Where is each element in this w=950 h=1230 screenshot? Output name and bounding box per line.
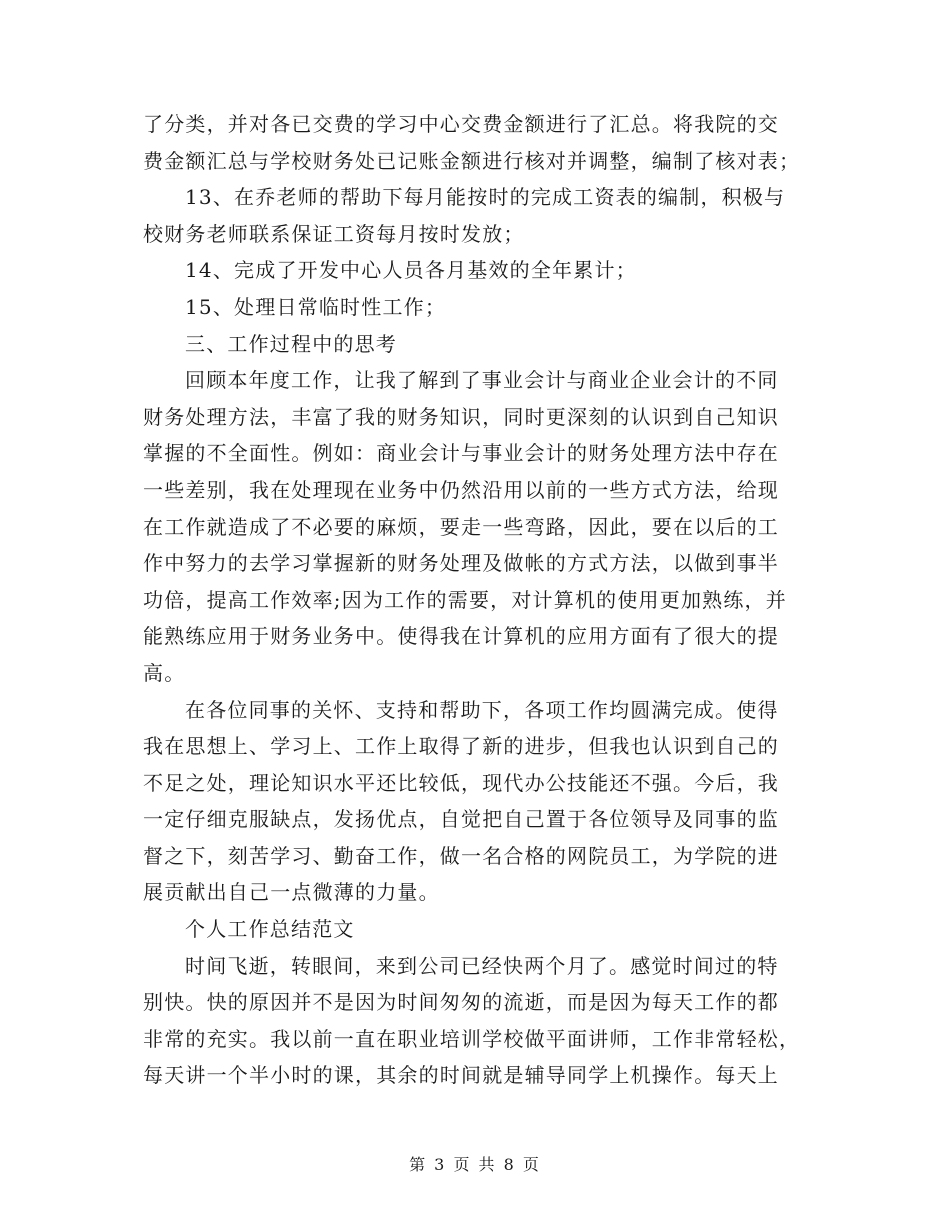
page-number-footer: 第 3 页 共 8 页 <box>409 1155 541 1174</box>
text-line: 高。 <box>143 660 186 685</box>
text-line: 费金额汇总与学校财务处已记账金额进行核对并调整，编制了核对表； <box>143 148 801 173</box>
text-line: 在工作就造成了不必要的麻烦，要走一些弯路，因此，要在以后的工 <box>143 514 779 539</box>
text-line: 不足之处，理论知识水平还比较低，现代办公技能还不强。今后，我 <box>143 770 779 795</box>
paragraph-start: 回顾本年度工作，让我了解到了事业会计与商业企业会计的不同 <box>185 368 779 393</box>
text-line: 督之下，刻苦学习、勤奋工作，做一名合格的网院员工，为学院的进 <box>143 843 779 868</box>
text-line: 别快。快的原因并不是因为时间匆匆的流逝，而是因为每天工作的都 <box>143 990 779 1015</box>
document-body <box>143 106 803 1094</box>
list-item-14: 14、完成了开发中心人员各月基效的全年累计； <box>185 258 637 283</box>
text-line: 一些差别，我在处理现在业务中仍然沿用以前的一些方式方法，给现 <box>143 477 779 502</box>
text-line: 了分类，并对各已交费的学习中心交费金额进行了汇总。将我院的交 <box>143 112 779 136</box>
subsection-title: 个人工作总结范文 <box>185 917 355 942</box>
text-line: 能熟练应用于财务业务中。使得我在计算机的应用方面有了很大的提 <box>143 624 779 649</box>
text-line: 掌握的不全面性。例如：商业会计与事业会计的财务处理方法中存在 <box>143 441 779 466</box>
list-item-13: 13、在乔老师的帮助下每月能按时的完成工资表的编制，积极与 <box>185 185 786 210</box>
text-line: 每天讲一个半小时的课，其余的时间就是辅导同学上机操作。每天上 <box>143 1063 779 1088</box>
text-line: 校财务老师联系保证工资每月按时发放； <box>143 221 525 246</box>
section-heading: 三、工作过程中的思考 <box>185 331 397 356</box>
paragraph-start: 在各位同事的关怀、支持和帮助下，各项工作均圆满完成。使得 <box>185 697 779 722</box>
text-line: 我在思想上、学习上、工作上取得了新的进步，但我也认识到自己的 <box>143 734 779 759</box>
text-line: 作中努力的去学习掌握新的财务处理及做帐的方式方法，以做到事半 <box>143 551 779 576</box>
text-line: 非常的充实。我以前一直在职业培训学校做平面讲师，工作非常轻松， <box>143 1026 801 1051</box>
list-item-15: 15、处理日常临时性工作； <box>185 294 447 319</box>
paragraph-start: 时间飞逝，转眼间，来到公司已经快两个月了。感觉时间过的特 <box>185 953 779 978</box>
text-line: 一定仔细克服缺点，发扬优点，自觉把自己置于各位领导及同事的监 <box>143 807 779 832</box>
text-line: 展贡献出自己一点微薄的力量。 <box>143 880 440 905</box>
text-line: 功倍，提高工作效率;因为工作的需要，对计算机的使用更加熟练，并 <box>143 587 787 612</box>
text-line: 财务处理方法，丰富了我的财务知识，同时更深刻的认识到自己知识 <box>143 404 779 429</box>
